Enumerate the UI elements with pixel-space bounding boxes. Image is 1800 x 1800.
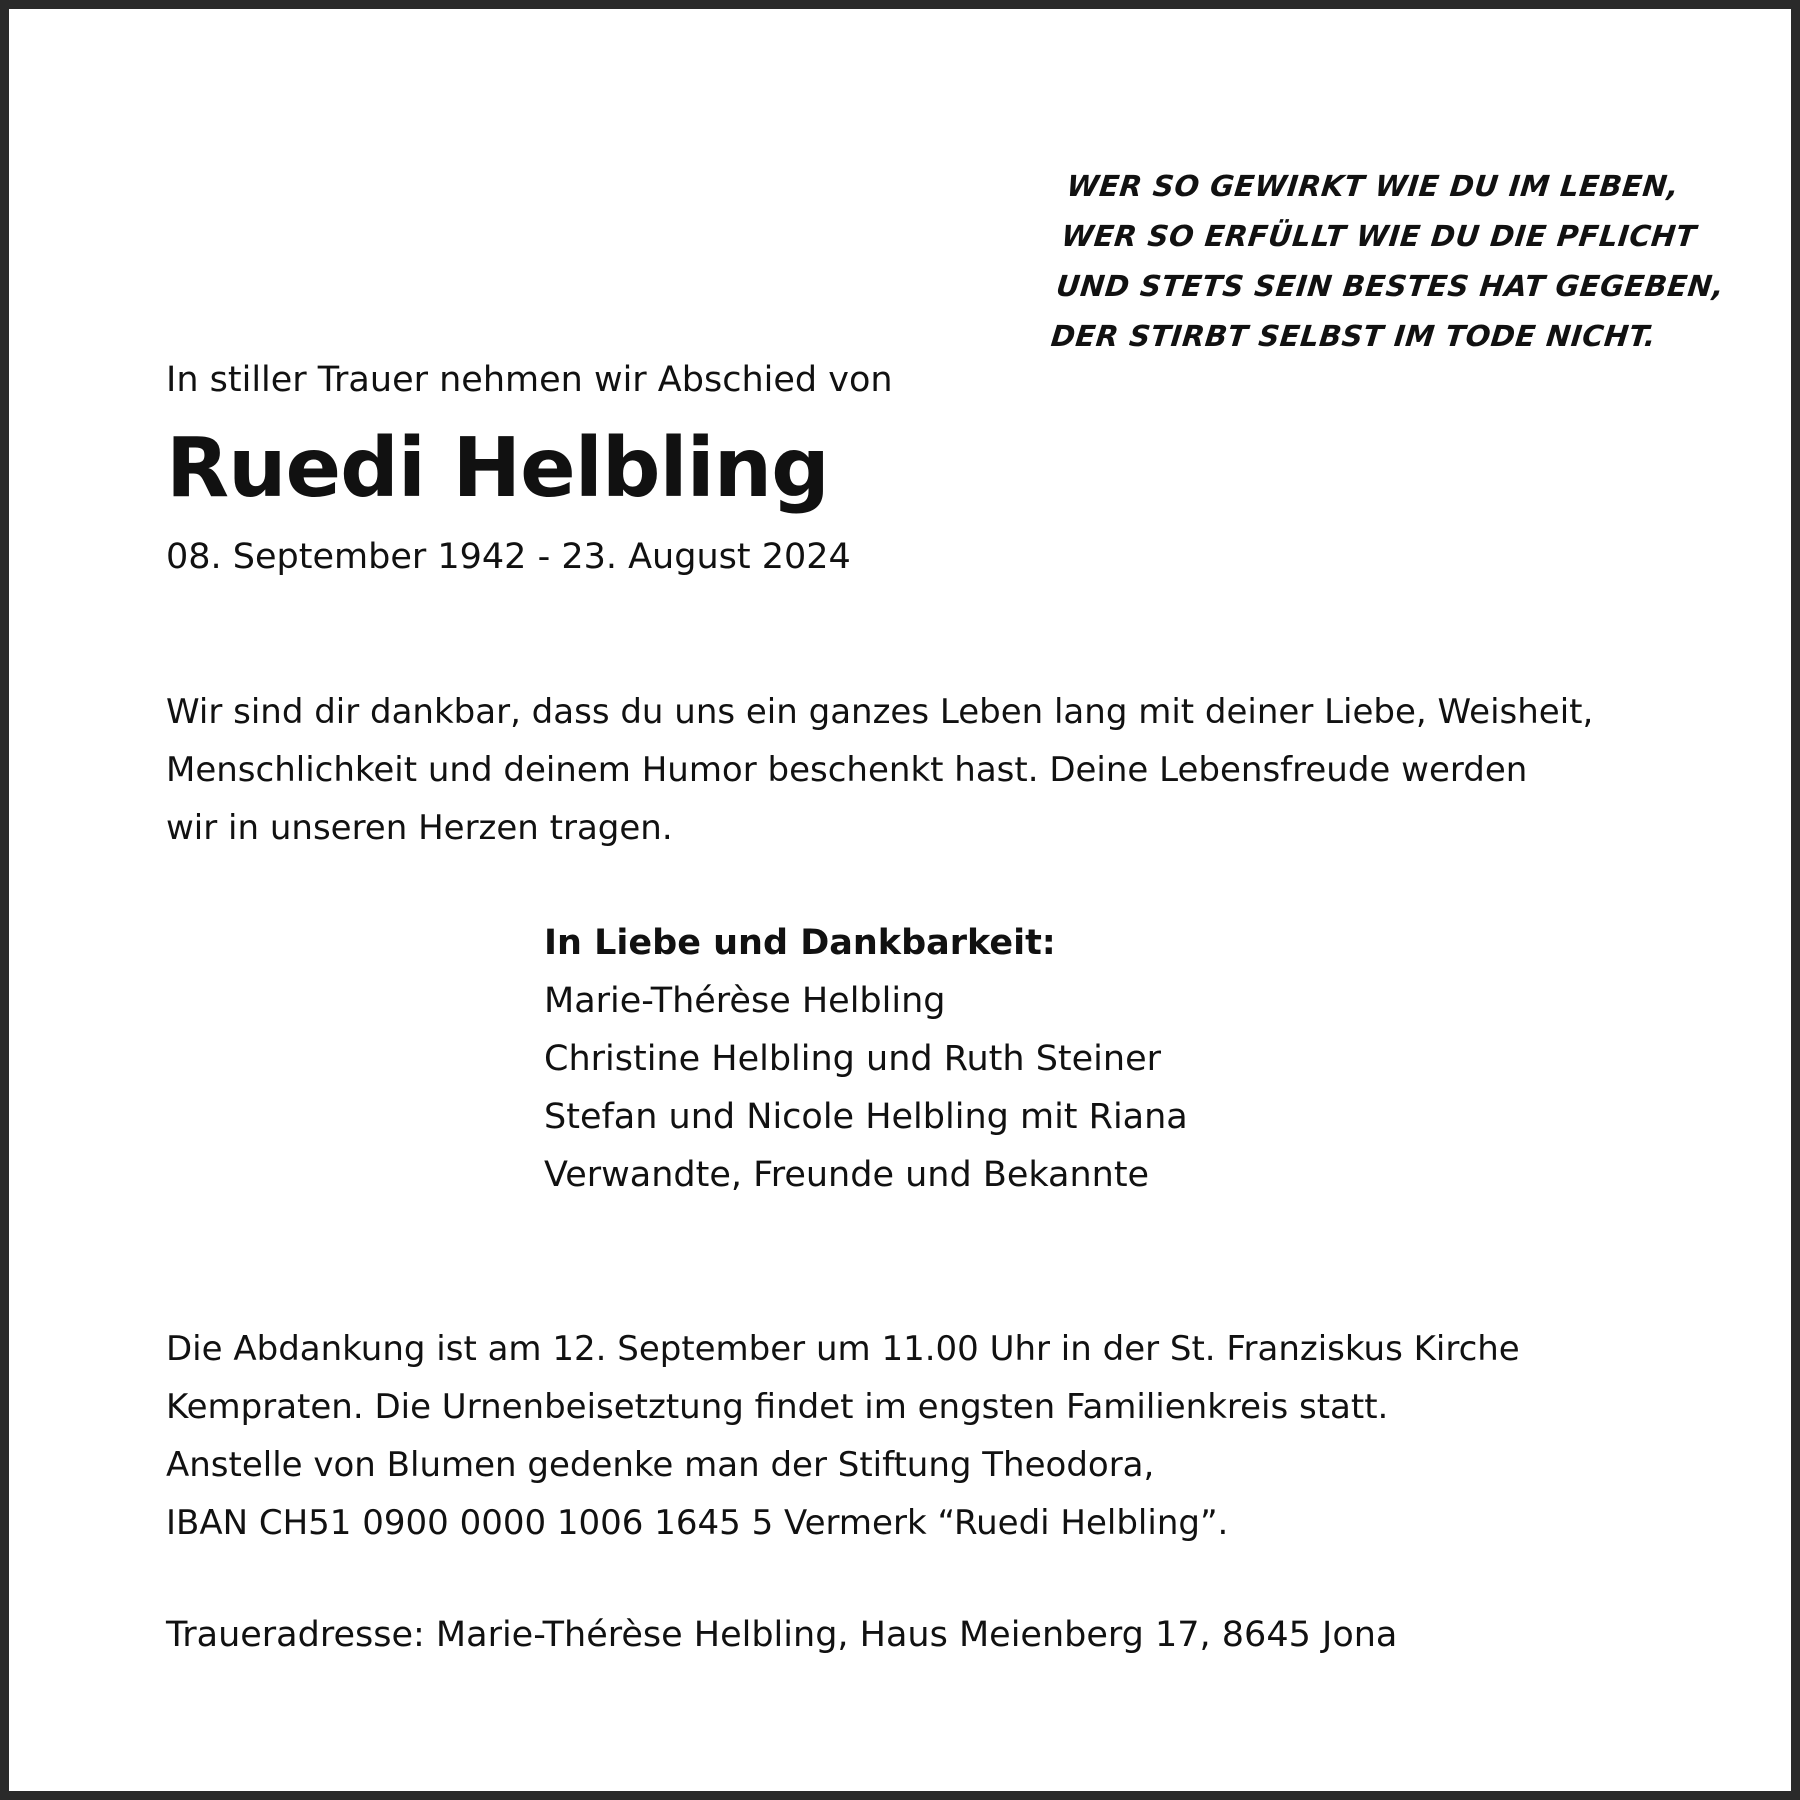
mourner-name: Marie-Thérèse Helbling xyxy=(544,981,946,1021)
tribute-line: Wir sind dir dankbar, dass du uns ein ganzes Leben lang mit deiner Liebe, Weisheit, xyxy=(166,692,1594,732)
mourner-name: Christine Helbling und Ruth Steiner xyxy=(544,1039,1161,1079)
ceremony-line: IBAN CH51 0900 0000 1006 1645 5 Vermerk “Ruedi Helbling”. xyxy=(166,1503,1229,1543)
mourner-name: Verwandte, Freunde und Bekannte xyxy=(544,1155,1150,1195)
ceremony-info xyxy=(166,1320,1520,1552)
ceremony-line: Anstelle von Blumen gedenke man der Stiftung Theodora, xyxy=(166,1445,1155,1485)
mourners-heading: In Liebe und Dankbarkeit: xyxy=(544,923,1056,963)
quote-line: DER STIRBT SELBST IM TODE NICHT. xyxy=(1049,319,1658,353)
quote-line: WER SO GEWIRKT WIE DU IM LEBEN, xyxy=(1065,169,1681,203)
ceremony-line: Kempraten. Die Urnenbeisetztung findet im engsten Familienkreis statt. xyxy=(166,1387,1389,1427)
tribute-paragraph xyxy=(166,683,1686,857)
tribute-line: wir in unseren Herzen tragen. xyxy=(166,808,673,848)
mourning-address: Traueradresse: Marie-Thérèse Helbling, Haus Meienberg 17, 8645 Jona xyxy=(166,1615,1398,1655)
intro-text: In stiller Trauer nehmen wir Abschied von xyxy=(166,360,893,400)
ceremony-line: Die Abdankung ist am 12. September um 11.00 Uhr in der St. Franziskus Kirche xyxy=(166,1329,1520,1369)
quote-line: UND STETS SEIN BESTES HAT GEGEBEN, xyxy=(1054,269,1726,303)
deceased-name: Ruedi Helbling xyxy=(166,421,829,516)
quote-line: WER SO ERFÜLLT WIE DU DIE PFLICHT xyxy=(1059,219,1699,253)
life-dates: 08. September 1942 - 23. August 2024 xyxy=(166,537,851,577)
mourners-list xyxy=(544,914,1188,1204)
tribute-line: Menschlichkeit und deinem Humor beschenkt hast. Deine Lebensfreude werden xyxy=(166,750,1528,790)
mourner-name: Stefan und Nicole Helbling mit Riana xyxy=(544,1097,1188,1137)
memorial-quote xyxy=(1048,161,1769,361)
